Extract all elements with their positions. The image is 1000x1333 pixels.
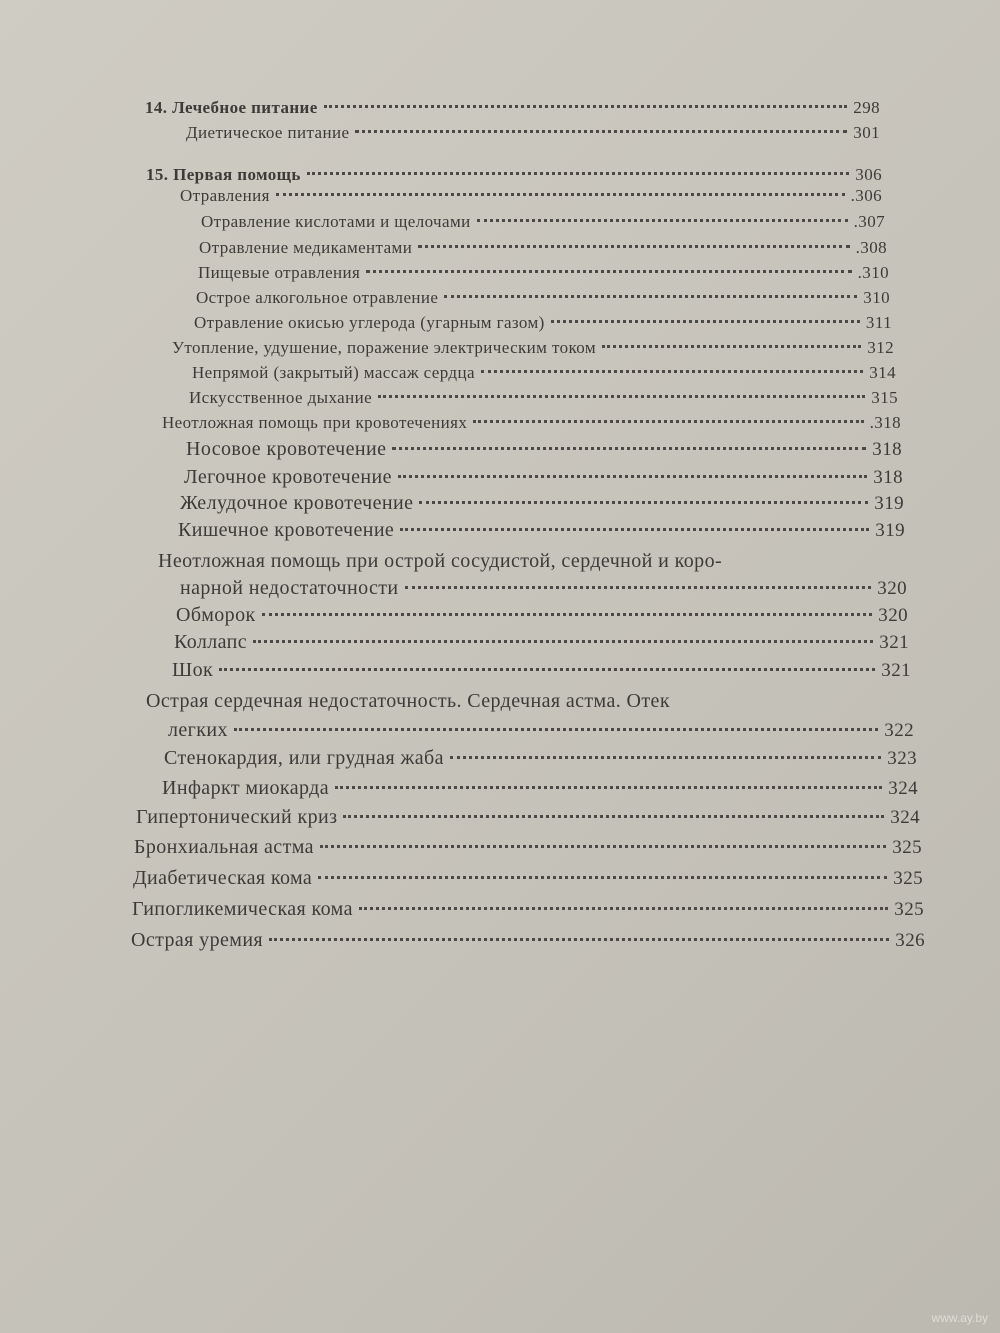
toc-entry-title: Шок — [172, 659, 214, 681]
toc-entry — [134, 835, 922, 860]
toc-entry-page: 326 — [895, 930, 925, 951]
dot-leader — [253, 640, 873, 643]
toc-entry-page: .318 — [869, 413, 901, 432]
toc-entry — [180, 491, 904, 516]
toc-entry — [164, 746, 917, 771]
dot-leader — [335, 786, 882, 789]
toc-entry — [198, 261, 889, 285]
toc-entry-page: 320 — [877, 578, 907, 599]
toc-entry-page: 324 — [888, 778, 918, 799]
dot-leader — [473, 420, 863, 423]
toc-entry-page: 318 — [873, 467, 903, 488]
dot-leader — [477, 219, 848, 222]
toc-entry-page: 320 — [878, 605, 908, 626]
dot-leader — [262, 613, 873, 616]
toc-entry-page: 318 — [872, 439, 902, 460]
toc-entry-page: 311 — [865, 313, 892, 332]
toc-entry — [132, 897, 924, 922]
dot-leader — [219, 668, 875, 671]
toc-entry — [133, 866, 923, 891]
toc-entry — [162, 411, 901, 435]
toc-entry — [186, 121, 880, 145]
toc-entry-title: Стенокардия, или грудная жаба — [164, 747, 444, 769]
dot-leader — [405, 586, 872, 589]
toc-entry — [131, 928, 925, 953]
dot-leader — [324, 105, 848, 108]
dot-leader — [450, 756, 881, 759]
toc-entry — [201, 210, 885, 234]
toc-entry-title: 15. Первая помощь — [146, 165, 301, 184]
toc-entry — [186, 437, 902, 462]
toc-entry-title: Диетическое питание — [186, 123, 350, 142]
toc-entry-title: Коллапс — [174, 631, 248, 653]
dot-leader — [551, 320, 860, 323]
toc-entry-page: 319 — [874, 493, 904, 514]
toc-entry-page: 298 — [853, 98, 880, 117]
toc-entry — [178, 518, 905, 543]
dot-leader — [366, 270, 851, 273]
toc-entry — [162, 776, 918, 801]
toc-entry — [136, 805, 920, 830]
toc-entry — [192, 361, 896, 385]
toc-entry-title: Легочное кровотечение — [184, 466, 392, 488]
dot-leader — [602, 345, 861, 348]
toc-entry — [174, 630, 909, 655]
toc-entry — [180, 184, 882, 208]
dot-leader — [343, 815, 884, 818]
toc-entry-title: Искусственное дыхание — [189, 388, 373, 407]
toc-entry-title: Носовое кровотечение — [186, 438, 387, 460]
toc-entry-page: 314 — [869, 363, 896, 382]
toc-entry — [168, 718, 914, 743]
dot-leader — [320, 845, 886, 848]
toc-entry-page: 315 — [871, 388, 898, 407]
dot-leader — [398, 475, 867, 478]
toc-entry-page: 325 — [892, 837, 922, 858]
toc-entry-title: Инфаркт миокарда — [162, 777, 330, 799]
toc-entry-title: Неотложная помощь при кровотечениях — [162, 413, 468, 432]
toc-entry-page: .308 — [855, 238, 887, 257]
toc-entry-title: Неотложная помощь при острой сосудистой, сердечной и коро- — [158, 550, 723, 572]
toc-entry-title: Диабетическая кома — [133, 867, 313, 889]
toc-entry-title: Обморок — [176, 604, 256, 626]
toc-entry-page: 321 — [879, 632, 909, 653]
toc-entry-page: 322 — [884, 720, 914, 741]
toc-entry — [199, 236, 887, 260]
toc-entry — [145, 96, 880, 120]
toc-entry-title: Гипертонический криз — [136, 806, 338, 828]
toc-entry-title: 14. Лечебное питание — [145, 98, 318, 117]
toc-entry-title: Кишечное кровотечение — [178, 519, 395, 541]
toc-entry-page: 310 — [863, 288, 890, 307]
toc-entry — [172, 336, 894, 360]
toc-entry-title: Отравление медикаментами — [199, 238, 413, 257]
toc-entry-title: Гипогликемическая кома — [132, 898, 353, 920]
toc-entry-page: 323 — [887, 748, 917, 769]
toc-entry — [196, 286, 890, 310]
watermark: www.ay.by — [931, 1311, 988, 1325]
toc-entry-title: Утопление, удушение, поражение электрическим током — [172, 338, 597, 357]
toc-entry-page: 306 — [855, 165, 882, 184]
toc-entry-page: 319 — [875, 520, 905, 541]
toc-entry-page: 312 — [867, 338, 894, 357]
toc-entry — [180, 576, 907, 601]
toc-entry-title: Отравление кислотами и щелочами — [201, 212, 471, 231]
toc-entry-title-continuation: нарной недостаточности — [180, 577, 399, 599]
toc-entry-page: 324 — [890, 807, 920, 828]
dot-leader — [419, 501, 868, 504]
toc-entry — [176, 603, 908, 628]
dot-leader — [481, 370, 863, 373]
toc-entry — [184, 465, 903, 490]
toc-entry — [172, 658, 911, 683]
toc-entry-page: 325 — [894, 899, 924, 920]
toc-entry-title: Бронхиальная астма — [134, 836, 314, 858]
dot-leader — [318, 876, 887, 879]
toc-entry — [194, 311, 892, 335]
dot-leader — [355, 130, 847, 133]
dot-leader — [392, 447, 866, 450]
toc-entry-title: Острая сердечная недостаточность. Сердечная астма. Отек — [146, 690, 670, 712]
toc-entry-page: .310 — [857, 263, 889, 282]
dot-leader — [234, 728, 878, 731]
dot-leader — [378, 395, 865, 398]
toc-entry-title-continuation: легких — [168, 719, 228, 741]
toc-entry — [189, 386, 898, 410]
toc-entry-page: 301 — [853, 123, 880, 142]
toc-entry-title: Отравления — [180, 186, 270, 205]
toc-entry-page: 325 — [893, 868, 923, 889]
toc-entry-title: Непрямой (закрытый) массаж сердца — [192, 363, 475, 382]
toc-entry-title: Острое алкогольное отравление — [196, 288, 439, 307]
toc-entry-page: .307 — [853, 212, 885, 231]
dot-leader — [444, 295, 857, 298]
toc-entry-title: Острая уремия — [131, 929, 264, 951]
toc-entry-page: .306 — [850, 186, 882, 205]
toc-entry-title: Пищевые отравления — [198, 263, 361, 282]
toc-entry-title: Отравление окисью углерода (угарным газом) — [194, 313, 545, 332]
toc-entry-page: 321 — [881, 660, 911, 681]
dot-leader — [400, 528, 869, 531]
dot-leader — [359, 907, 888, 910]
dot-leader — [307, 172, 849, 175]
dot-leader — [269, 938, 889, 941]
dot-leader — [418, 245, 849, 248]
dot-leader — [276, 193, 845, 196]
toc-entry-title: Желудочное кровотечение — [180, 492, 414, 514]
